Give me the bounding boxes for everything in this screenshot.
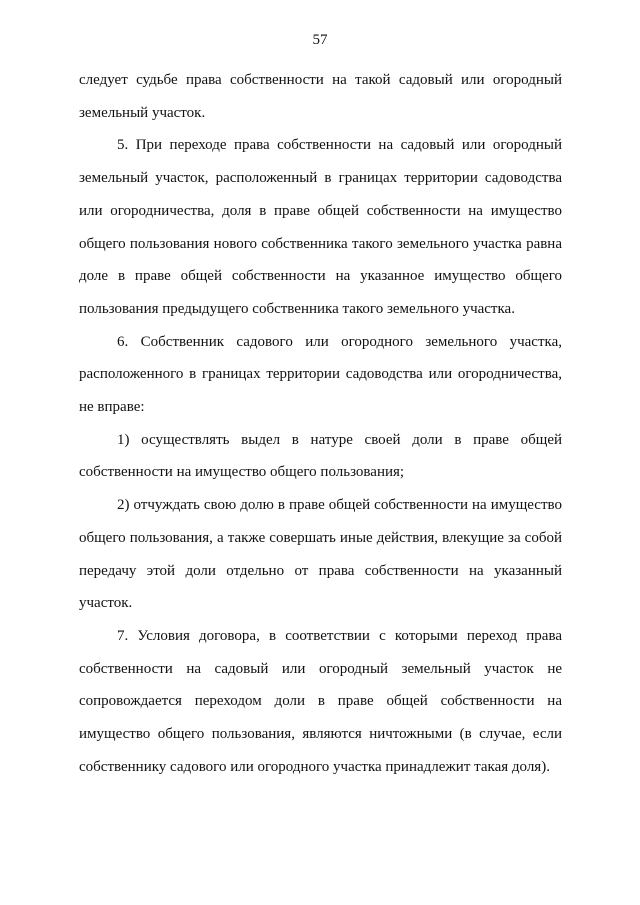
text-line: собственности на имущество общего пользования; xyxy=(79,464,405,481)
text-line: сопровождается переходом доли в праве общей собственности на xyxy=(79,693,562,710)
page-number: 57 xyxy=(312,32,328,48)
text-line: расположенного в границах территории садоводства или огородничества, xyxy=(79,366,562,383)
text-line: 2) отчуждать свою долю в праве общей собственности на имущество xyxy=(117,497,562,514)
text-line: 1) осуществлять выдел в натуре своей доли в праве общей xyxy=(117,431,562,448)
document-body xyxy=(79,64,562,783)
text-line: или огородничества, доля в праве общей собственности на имущество xyxy=(79,202,562,219)
text-line: участок. xyxy=(79,595,133,612)
paragraph-continuation xyxy=(79,64,562,129)
paragraph-item-7 xyxy=(79,620,562,784)
text-line: общего пользования, а также совершать иные действия, влекущие за собой xyxy=(79,529,562,546)
text-line: доле в праве общей собственности на указанное имущество общего xyxy=(79,268,562,285)
paragraph-subitem-1 xyxy=(79,424,562,489)
text-line: следует судьбе права собственности на такой садовый или огородный xyxy=(79,72,562,88)
text-line: 7. Условия договора, в соответствии с которыми переход права xyxy=(117,627,562,644)
text-line: пользования предыдущего собственника такого земельного участка. xyxy=(79,300,515,317)
text-line: собственности на садовый или огородный земельный участок не xyxy=(79,660,562,677)
text-line: собственнику садового или огородного участка принадлежит такая доля). xyxy=(79,758,550,775)
text-line: не вправе: xyxy=(79,399,145,416)
text-line: 5. При переходе права собственности на садовый или огородный xyxy=(117,137,562,154)
text-line: 6. Собственник садового или огородного земельного участка, xyxy=(117,333,562,350)
paragraph-subitem-2 xyxy=(79,489,562,620)
text-line: общего пользования нового собственника такого земельного участка равна xyxy=(79,235,562,252)
text-line: земельный участок. xyxy=(79,104,206,121)
paragraph-item-6 xyxy=(79,326,562,424)
text-line: передачу этой доли отдельно от права собственности на указанный xyxy=(79,562,562,579)
text-line: земельный участок, расположенный в границах территории садоводства xyxy=(79,170,562,187)
text-line: имущество общего пользования, являются ничтожными (в случае, если xyxy=(79,726,562,743)
paragraph-item-5 xyxy=(79,129,562,325)
